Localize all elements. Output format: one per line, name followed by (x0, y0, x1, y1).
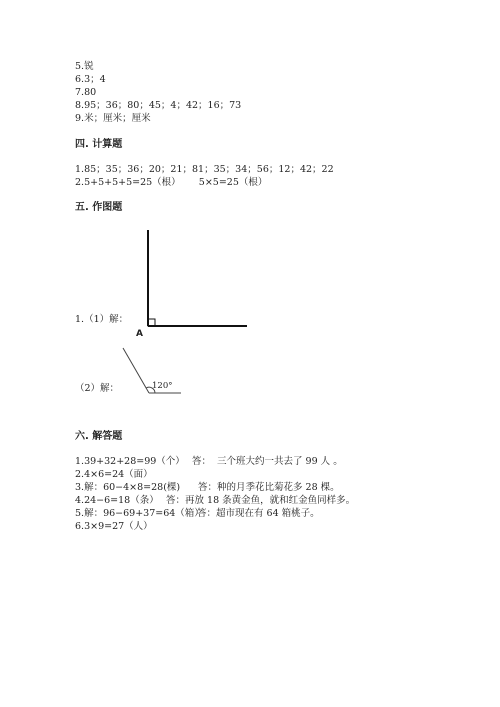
answer-row-3: 答：种的月季花比菊花多 28 棵。 (198, 482, 340, 493)
answer-line-5: 5.锐 (75, 61, 94, 72)
section-6-title: 六. 解答题 (75, 431, 123, 442)
section-4-line-2: 2.5+5+5+5=25（根） 5×5=25（根） (75, 177, 268, 188)
q1-label: 1.（1）解： (75, 314, 129, 325)
calc-row-1: 1.39+32+28=99（个） (75, 456, 185, 467)
point-a-label: A (136, 329, 143, 339)
answer-row-1: 答： 三个班大约一共去了 99 人 。 (192, 456, 343, 467)
answer-line-9: 9.米；厘米；厘米 (75, 113, 151, 124)
calc-row-3: 3.解：60−4×8=28(棵) (75, 482, 181, 493)
answer-line-8: 8.95；36；80；45；4；42；16；73 (75, 100, 242, 111)
calc-row-2: 2.4×6=24（面） (75, 469, 153, 480)
q2-label: （2）解： (75, 383, 120, 394)
answer-row-4: 答：再放 18 条黄金鱼，就和红金鱼同样多。 (166, 495, 356, 506)
right-angle-mark (148, 319, 155, 326)
answer-line-6: 6.3；4 (75, 74, 106, 85)
angle-value-label: 120° (152, 381, 173, 391)
calc-row-6: 6.3×9=27（人） (75, 521, 153, 532)
angle-ray-slanted (123, 348, 149, 393)
right-angle-figure (140, 225, 255, 335)
section-4-title: 四. 计算题 (75, 139, 123, 150)
answer-row-5: 答：超市现在有 64 箱桃子。 (197, 508, 320, 519)
calc-row-5: 5.解：96−69+37=64（箱） (75, 508, 204, 519)
section-4-line-1: 1.85；35；36；20；21；81；35；34；56；12；42；22 (75, 164, 334, 175)
calc-row-4: 4.24−6=18（条） (75, 495, 159, 506)
answer-line-7: 7.80 (75, 87, 97, 98)
section-5-title: 五. 作图题 (75, 202, 123, 213)
